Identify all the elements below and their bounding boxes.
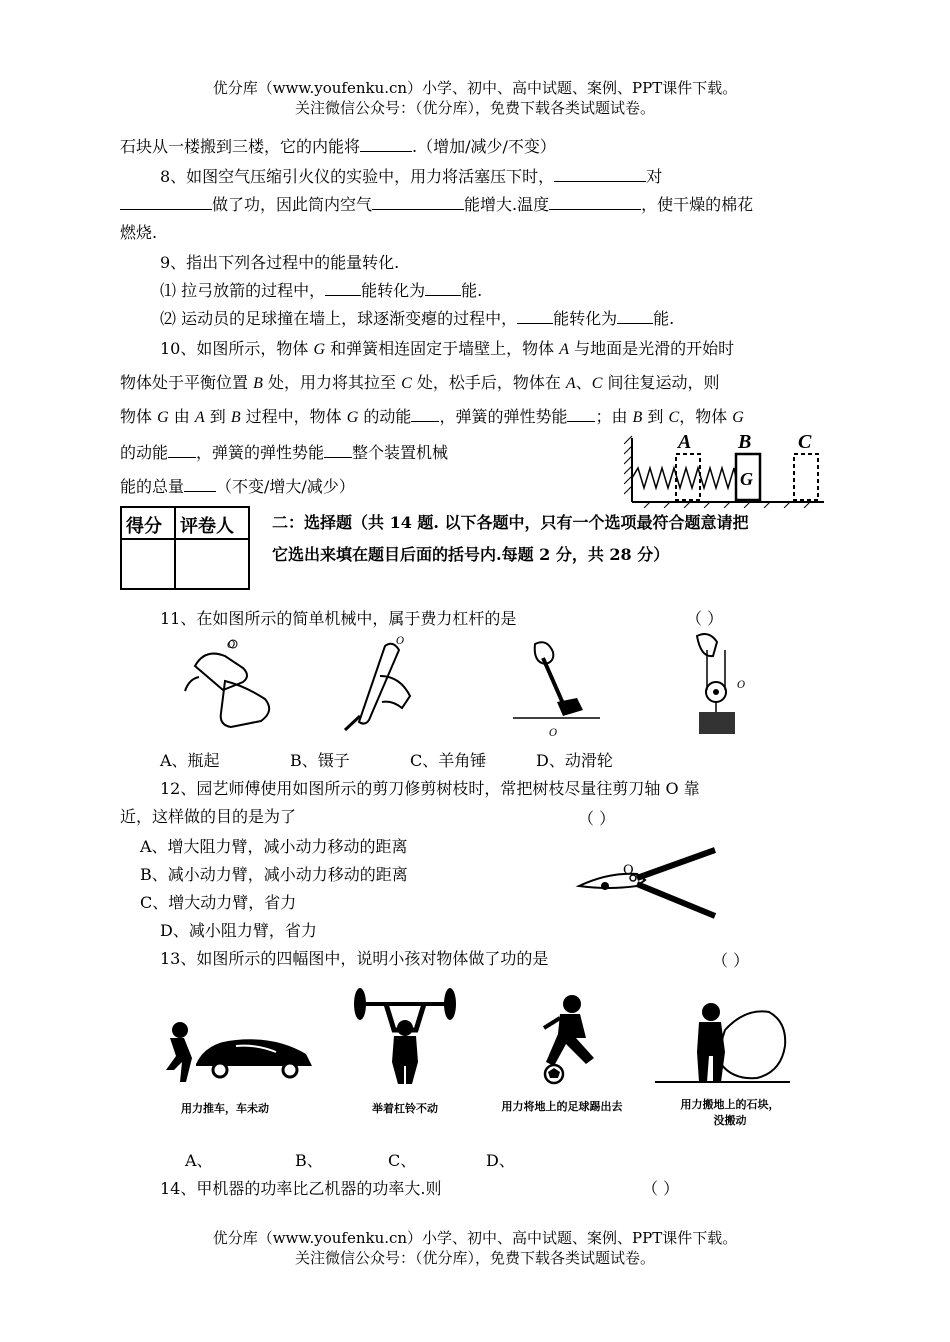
q9-part-1 — [160, 278, 482, 301]
q13-caption-d-line-2: 没搬动 — [713, 1114, 747, 1127]
q10-t10: 由 — [168, 407, 195, 426]
q10-t9: 物体 — [120, 407, 158, 426]
q14-stem: 14、甲机器的功率比乙机器的功率大.则 — [160, 1179, 442, 1198]
svg-text:O: O — [623, 863, 634, 878]
q10-line-3 — [120, 404, 744, 427]
q10-t5: 处，用力将其拉至 — [262, 373, 402, 392]
q10-var-b2: B — [230, 409, 241, 426]
spring-figure — [624, 430, 829, 508]
q10-blank-2 — [567, 407, 595, 422]
q10-t19: ，弹簧的弹性势能 — [196, 443, 325, 462]
q10-t22: （不变/增大/减少） — [216, 477, 355, 496]
svg-text:O: O — [396, 636, 405, 647]
q10-var-g2: G — [157, 409, 169, 426]
q9-p2-text-c: 能. — [653, 309, 675, 328]
bottle-opener-figure — [175, 636, 285, 731]
score-table-divider-h — [122, 538, 248, 540]
q8-line-1 — [160, 164, 662, 187]
q9-p1-text-b: 能转化为 — [361, 281, 426, 300]
section2-line-2: 它选出来填在题目后面的括号内.每题 2 分，共 28 分） — [272, 545, 670, 564]
q10-t4: 物体处于平衡位置 — [120, 373, 254, 392]
q12-option-c: C、增大动力臂，省力 — [140, 893, 297, 912]
q11-option-a: A、瓶起 — [160, 751, 220, 770]
q10-t16: 到 — [642, 407, 669, 426]
q11-stem: 11、在如图所示的简单机械中，属于费力杠杆的是 — [160, 609, 517, 628]
q9-p1-text-c: 能. — [461, 281, 483, 300]
score-table — [120, 506, 250, 590]
q10-t11: 到 — [204, 407, 231, 426]
q13-caption-b: 举着杠铃不动 — [372, 1102, 438, 1115]
q10-t15: ；由 — [595, 407, 633, 426]
tweezers-figure — [330, 636, 420, 736]
q10-blank-5 — [184, 477, 216, 492]
q14-answer-paren: （ ） — [642, 1179, 680, 1198]
q10-t1: 10、如图所示，物体 — [160, 339, 314, 358]
q8-text-d: 能增大.温度 — [464, 195, 550, 214]
q8-text-e: ，使干燥的棉花 — [641, 195, 754, 214]
header-line-2: 关注微信公众号：（优分库），免费下载各类试题试卷。 — [294, 99, 655, 117]
kick-ball-figure — [520, 992, 620, 1088]
q10-blank-4 — [324, 443, 352, 458]
q13-option-a: A、 — [185, 1151, 213, 1170]
svg-text:O: O — [549, 728, 558, 739]
label-a: A — [678, 431, 692, 453]
q11-option-b: B、镊子 — [290, 751, 350, 770]
grader-label: 评卷人 — [180, 516, 234, 537]
q9-p1-text-a: ⑴ 拉弓放箭的过程中， — [160, 281, 326, 300]
claw-hammer-figure — [505, 636, 605, 741]
section2-line-1: 二：选择题（共 14 题. 以下各题中，只有一个选项最符合题意请把 — [272, 513, 749, 532]
score-label: 得分 — [126, 516, 162, 537]
q10-var-b3: B — [632, 409, 643, 426]
q8-blank-1 — [554, 167, 646, 182]
header-line-1: 优分库（www.youfenku.cn）小学、初中、高中试题、案例、PPT课件下载。 — [212, 79, 738, 97]
q10-line-4 — [120, 440, 448, 463]
q12-line-1: 12、园艺师傅使用如图所示的剪刀修剪树枝时，常把树枝尽量往剪刀轴 O 靠 — [160, 779, 700, 798]
q8-line-2 — [120, 192, 753, 215]
score-table-divider-v — [174, 508, 176, 588]
footer-line-1: 优分库（www.youfenku.cn）小学、初中、高中试题、案例、PPT课件下载。 — [212, 1229, 738, 1247]
q8-text-c: 做了功，因此筒内空气 — [212, 195, 373, 214]
q10-var-g3: G — [346, 409, 359, 426]
push-car-figure — [140, 1018, 320, 1088]
q10-var-a2: A — [565, 375, 576, 392]
lift-stone-figure — [655, 1000, 790, 1088]
q10-t6: 处，松手后，物体在 — [411, 373, 566, 392]
q13-caption-c: 用力将地上的足球踢出去 — [501, 1100, 623, 1113]
footer-line-2: 关注微信公众号：（优分库），免费下载各类试题试卷。 — [294, 1249, 655, 1267]
q13-option-b: B、 — [295, 1151, 323, 1170]
q13-caption-a: 用力推车，车未动 — [181, 1102, 269, 1115]
q11-answer-paren: （ ） — [686, 609, 724, 628]
q7-blank — [360, 137, 412, 152]
q10-t17: ，物体 — [679, 407, 733, 426]
q10-var-g: G — [313, 341, 326, 358]
q10-var-c3: C — [668, 409, 680, 426]
q10-line-5 — [120, 474, 355, 497]
q13-option-d: D、 — [486, 1151, 515, 1170]
q10-var-c: C — [401, 375, 412, 392]
q10-t20: 整个装置机械 — [352, 443, 449, 462]
position-c-dashed-box — [794, 454, 818, 500]
movable-pulley-figure — [675, 630, 765, 745]
label-b: B — [738, 431, 752, 453]
q10-t18: 的动能 — [120, 443, 169, 462]
q10-t2: 和弹簧相连固定于墙壁上，物体 — [325, 339, 560, 358]
q9-title: 9、指出下列各过程中的能量转化. — [160, 253, 400, 272]
q9-p2-text-a: ⑵ 运动员的足球撞在墙上，球逐渐变瘪的过程中， — [160, 309, 518, 328]
shears-figure — [575, 840, 725, 930]
q8-text-a: 8、如图空气压缩引火仪的实验中，用力将活塞压下时， — [160, 167, 555, 186]
label-c: C — [798, 431, 812, 453]
q8-line-3: 燃烧. — [120, 223, 158, 242]
q9-p2-blank-1 — [517, 309, 553, 324]
q10-t21: 能的总量 — [120, 477, 185, 496]
q13-option-c: C、 — [388, 1151, 417, 1170]
q7-text: 石块从一楼搬到三楼，它的内能将 — [120, 137, 361, 156]
q7-options: .（增加/减少/不变） — [412, 137, 556, 156]
barbell-figure — [350, 984, 460, 1088]
q8-blank-2 — [120, 195, 212, 210]
q11-option-d: D、动滑轮 — [536, 751, 613, 770]
q13-caption-d-line-1: 用力搬地上的石块， — [680, 1098, 780, 1111]
q8-blank-4 — [549, 195, 641, 210]
q11-option-c: C、羊角锤 — [410, 751, 487, 770]
q10-var-a3: A — [194, 409, 205, 426]
q10-t13: 的动能 — [358, 407, 412, 426]
q10-t14: ，弹簧的弹性势能 — [439, 407, 568, 426]
q12-line-2: 近，这样做的目的是为了 — [120, 807, 297, 826]
q10-var-a: A — [559, 341, 569, 358]
q12-option-d: D、减小阻力臂，省力 — [160, 921, 317, 940]
q10-var-c2: C — [591, 375, 603, 392]
q12-answer-paren: （ ） — [578, 809, 616, 828]
q9-part-2 — [160, 306, 674, 329]
q10-t3: 与地面是光滑的开始时 — [568, 339, 735, 358]
q12-option-b: B、减小动力臂，减小动力移动的距离 — [140, 865, 408, 884]
q13-answer-paren: （ ） — [712, 951, 750, 970]
q10-t8: 间往复运动，则 — [602, 373, 720, 392]
q9-p1-blank-2 — [425, 281, 461, 296]
q10-var-b: B — [253, 375, 263, 392]
q8-blank-3 — [372, 195, 464, 210]
svg-text:O: O — [737, 680, 746, 691]
q10-t12: 过程中，物体 — [240, 407, 347, 426]
q13-stem: 13、如图所示的四幅图中，说明小孩对物体做了功的是 — [160, 949, 549, 968]
q10-t7: 、 — [575, 373, 592, 392]
svg-text:O: O — [227, 640, 236, 651]
q8-text-b: 对 — [646, 167, 663, 186]
q9-p2-text-b: 能转化为 — [553, 309, 618, 328]
q7-line — [120, 134, 556, 157]
q10-blank-1 — [411, 407, 439, 422]
q9-p1-blank-1 — [325, 281, 361, 296]
spring-coil — [632, 468, 736, 488]
q10-line-1 — [160, 336, 734, 359]
q10-line-2 — [120, 370, 719, 393]
q10-blank-3 — [168, 443, 196, 458]
label-g: G — [740, 469, 753, 489]
q9-p2-blank-2 — [617, 309, 653, 324]
q12-option-a: A、增大阻力臂，减小动力移动的距离 — [140, 837, 408, 856]
q10-var-g4: G — [732, 409, 744, 426]
